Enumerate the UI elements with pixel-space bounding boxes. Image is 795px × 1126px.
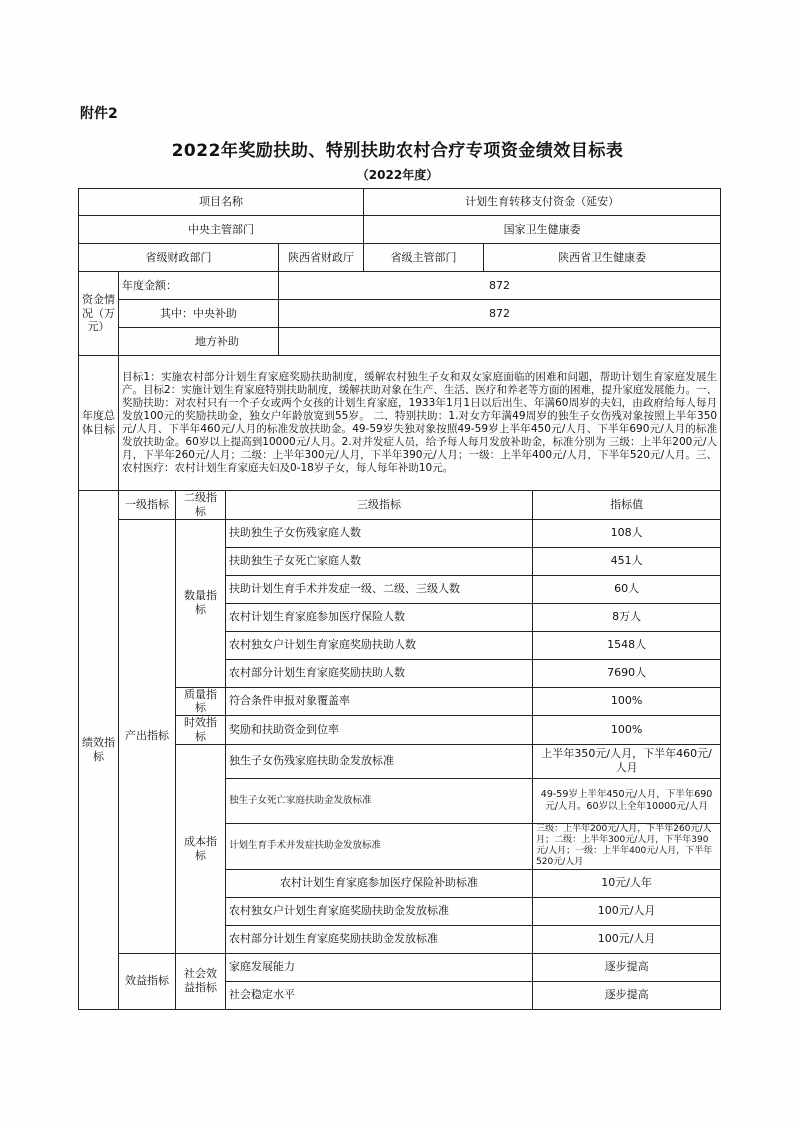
row-funds-annual [79,272,721,300]
row-indicator-header [79,491,721,520]
indicator-value: 三级：上半年200元/人月，下半年260元/人月；二级：上半年300元/人月，下半年390元/人月；一级：上半年400元/人月，下半年520元/人月 [533,823,721,869]
indicator-name: 独生子女伤残家庭扶助金发放标准 [226,744,533,778]
indicator-value: 49-59岁上半年450元/人月，下半年690元/人月。60岁以上全年10000元/人月 [533,778,721,823]
funds-local-value [279,328,721,356]
table-row [79,953,721,981]
project-name-value: 计划生育转移支付资金（延安） [364,189,721,216]
central-dept-label: 中央主管部门 [79,216,364,244]
indicator-value: 60人 [533,575,721,603]
table-row [79,687,721,716]
indicator-name: 农村独女户计划生育家庭奖励扶助金发放标准 [226,897,533,925]
timeliness-indicator-label: 时效指标 [176,716,226,745]
indicator-value: 逐步提高 [533,981,721,1009]
indicator-value: 10元/人年 [533,869,721,897]
indicator-name: 奖励和扶助资金到位率 [226,716,533,745]
indicator-name: 扶助独生子女伤残家庭人数 [226,519,533,547]
indicator-value: 100元/人月 [533,897,721,925]
indicator-value: 上半年350元/人月，下半年460元/人月 [533,744,721,778]
funds-label: 资金情况（万元） [79,272,119,356]
row-funds-local [79,328,721,356]
document-year: （2022年度） [356,168,439,182]
table-row [79,519,721,547]
header-level1: 一级指标 [119,491,176,520]
indicator-name: 符合条件申报对象覆盖率 [226,687,533,716]
row-funds-central [79,300,721,328]
quantity-indicator-label: 数量指标 [176,519,226,687]
prov-dept-label: 省级主管部门 [364,244,484,272]
indicators-section-label: 绩效指标 [79,491,119,1010]
indicator-value: 8万人 [533,603,721,631]
indicator-name: 农村部分计划生育家庭奖励扶助人数 [226,659,533,687]
funds-local-label: 地方补助 [119,328,279,356]
indicator-value: 100% [533,716,721,745]
funds-central-value: 872 [279,300,721,328]
indicator-value: 100元/人月 [533,925,721,953]
row-project-name [79,189,721,216]
quality-indicator-label: 质量指标 [176,687,226,716]
prov-finance-value: 陕西省财政厅 [279,244,364,272]
indicator-name: 农村计划生育家庭参加医疗保险补助标准 [226,869,533,897]
funds-central-label: 其中：中央补助 [119,300,279,328]
indicator-value: 逐步提高 [533,953,721,981]
output-indicator-label: 产出指标 [119,519,176,953]
cost-indicator-label: 成本指标 [176,744,226,953]
indicator-name: 家庭发展能力 [226,953,533,981]
annual-goal-label: 年度总体目标 [79,356,119,491]
indicator-name: 社会稳定水平 [226,981,533,1009]
indicator-value: 100% [533,687,721,716]
annual-goal-text: 目标1：实施农村部分计划生育家庭奖励扶助制度，缓解农村独生子女和双女家庭面临的困难和问题，帮助计划生育家庭发展生产。目标2：实施计划生育家庭特别扶助制度，缓解扶助对象在生产、生活、医疗和养老等方面的困难，提升家庭发展能力。一、奖励扶助：对农村只有一个子女或两个女孩的计划生育家庭，1933年1月1日以后出生、年满60周岁的夫妇，由政府给每人每月发放100元的奖励扶助金，独女户年龄放宽到55岁。 二、特别扶助：1.对女方年满49周岁的独生子女伤残对象按照上半年350元/人月、下半年460元/人月的标准发放扶助金。49-59岁失独对象按照49-59岁上半年450元/人月、下半年690元/人月的标准发放扶助金。60岁以上提高到10000元/人月。2.对并发症人员，给予每人每月发放补助金，标准分别为 三级：上半年200元/人月，下半年260元/人月；二级：上半年300元/人月，下半年390元/人月；一级：上半年400元/人月，下半年520元/人月。三、农村医疗：农村计划生育家庭夫妇及0-18岁子女，每人每年补助10元。 [119,356,721,491]
funds-annual-label: 年度金额： [119,272,279,300]
document-title: 2022年奖励扶助、特别扶助农村合疗专项资金绩效目标表 [171,141,624,161]
indicator-name: 扶助独生子女死亡家庭人数 [226,547,533,575]
indicator-name: 农村独女户计划生育家庭奖励扶助人数 [226,631,533,659]
indicator-name: 独生子女死亡家庭扶助金发放标准 [226,778,533,823]
header-level3: 三级指标 [226,491,533,520]
indicator-value: 108人 [533,519,721,547]
benefit-indicator-label: 效益指标 [119,953,176,1009]
indicator-name: 扶助计划生育手术并发症一级、二级、三级人数 [226,575,533,603]
prov-finance-label: 省级财政部门 [79,244,279,272]
header-level2: 二级指标 [176,491,226,520]
indicator-name: 农村计划生育家庭参加医疗保险人数 [226,603,533,631]
indicator-name: 计划生育手术并发症扶助金发放标准 [226,823,533,869]
header-value: 指标值 [533,491,721,520]
row-annual-goal [79,356,721,491]
indicator-value: 451人 [533,547,721,575]
indicator-value: 7690人 [533,659,721,687]
table-row [79,744,721,778]
social-indicator-label: 社会效益指标 [176,953,226,1009]
attachment-label: 附件2 [80,106,118,122]
indicator-name: 农村部分计划生育家庭奖励扶助金发放标准 [226,925,533,953]
central-dept-value: 国家卫生健康委 [364,216,721,244]
project-name-label: 项目名称 [79,189,364,216]
table-row [79,716,721,745]
funds-annual-value: 872 [279,272,721,300]
row-prov-dept [79,244,721,272]
indicator-value: 1548人 [533,631,721,659]
prov-dept-value: 陕西省卫生健康委 [484,244,721,272]
row-central-dept [79,216,721,244]
performance-table [78,188,721,1010]
